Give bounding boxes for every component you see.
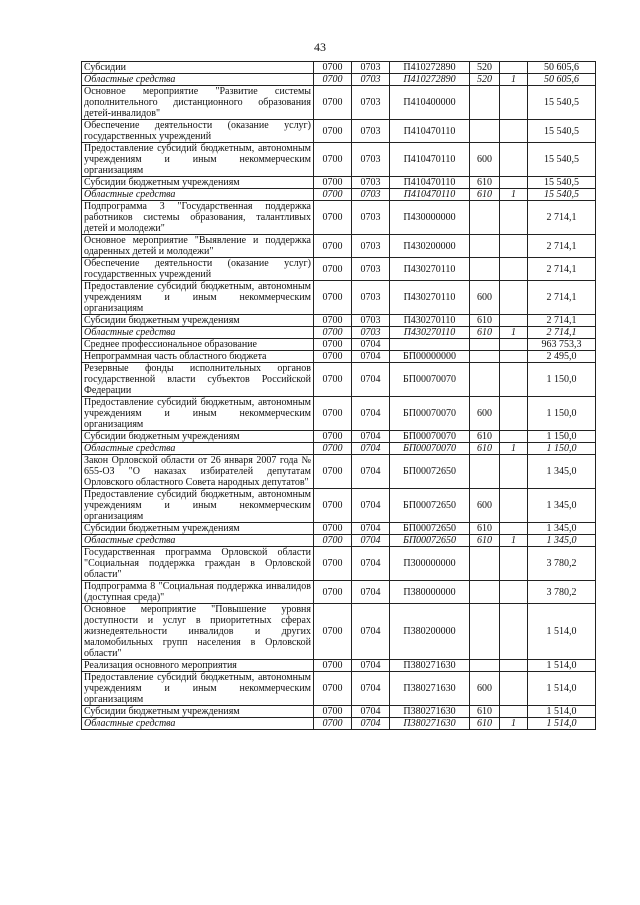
target-article-code-cell: П430270110 [390, 281, 470, 315]
amount-cell: 15 540,5 [528, 189, 596, 201]
expense-type-code-cell [470, 235, 500, 258]
target-article-code-cell: П410400000 [390, 86, 470, 120]
amount-cell: 1 514,0 [528, 604, 596, 660]
section-code-cell: 0700 [314, 363, 352, 397]
table-row [82, 363, 596, 397]
funding-group-code-cell [500, 351, 528, 363]
target-article-code-cell: П380200000 [390, 604, 470, 660]
amount-cell: 3 780,2 [528, 581, 596, 604]
amount-cell: 2 714,1 [528, 315, 596, 327]
amount-cell: 1 150,0 [528, 363, 596, 397]
expense-type-code-cell [470, 581, 500, 604]
amount-cell: 1 514,0 [528, 660, 596, 672]
section-code-cell: 0700 [314, 443, 352, 455]
row-name-cell: Государственная программа Орловской области "Социальная поддержка граждан в Орловской области" [82, 547, 314, 581]
section-code-cell: 0700 [314, 189, 352, 201]
row-name-cell: Предоставление субсидий бюджетным, автономным учреждениям и иным некоммерческим организациям [82, 397, 314, 431]
row-name-cell: Обеспечение деятельности (оказание услуг) государственных учреждений [82, 120, 314, 143]
amount-cell: 50 605,6 [528, 62, 596, 74]
expense-type-code-cell: 610 [470, 706, 500, 718]
target-article-code-cell: БП00072650 [390, 489, 470, 523]
funding-group-code-cell: 1 [500, 718, 528, 730]
table-row [82, 327, 596, 339]
row-name-cell: Подпрограмма 3 "Государственная поддержка работников системы образования, талантливых детей и молодежи" [82, 201, 314, 235]
amount-cell: 1 150,0 [528, 443, 596, 455]
target-article-code-cell: БП00072650 [390, 455, 470, 489]
funding-group-code-cell [500, 489, 528, 523]
subsection-code-cell: 0703 [352, 327, 390, 339]
target-article-code-cell: П410470110 [390, 189, 470, 201]
funding-group-code-cell: 1 [500, 443, 528, 455]
section-code-cell: 0700 [314, 523, 352, 535]
subsection-code-cell: 0704 [352, 443, 390, 455]
section-code-cell: 0700 [314, 120, 352, 143]
subsection-code-cell: 0703 [352, 177, 390, 189]
funding-group-code-cell [500, 672, 528, 706]
section-code-cell: 0700 [314, 672, 352, 706]
expense-type-code-cell: 610 [470, 315, 500, 327]
section-code-cell: 0700 [314, 351, 352, 363]
funding-group-code-cell [500, 235, 528, 258]
target-article-code-cell: П430200000 [390, 235, 470, 258]
expense-type-code-cell [470, 339, 500, 351]
table-row [82, 351, 596, 363]
funding-group-code-cell: 1 [500, 535, 528, 547]
target-article-code-cell: БП00070070 [390, 397, 470, 431]
funding-group-code-cell [500, 143, 528, 177]
amount-cell: 2 714,1 [528, 327, 596, 339]
target-article-code-cell: П430270110 [390, 315, 470, 327]
expense-type-code-cell [470, 258, 500, 281]
amount-cell: 3 780,2 [528, 547, 596, 581]
table-row [82, 235, 596, 258]
row-name-cell: Областные средства [82, 535, 314, 547]
subsection-code-cell: 0703 [352, 258, 390, 281]
amount-cell: 1 150,0 [528, 431, 596, 443]
table-row [82, 535, 596, 547]
table-row [82, 718, 596, 730]
subsection-code-cell: 0704 [352, 660, 390, 672]
target-article-code-cell: БП00070070 [390, 443, 470, 455]
funding-group-code-cell [500, 604, 528, 660]
amount-cell: 2 495,0 [528, 351, 596, 363]
target-article-code-cell: П410272890 [390, 62, 470, 74]
table-row [82, 120, 596, 143]
section-code-cell: 0700 [314, 489, 352, 523]
expense-type-code-cell [470, 201, 500, 235]
funding-group-code-cell [500, 706, 528, 718]
section-code-cell: 0700 [314, 327, 352, 339]
row-name-cell: Основное мероприятие "Выявление и поддержка одаренных детей и молодежи" [82, 235, 314, 258]
expense-type-code-cell: 520 [470, 62, 500, 74]
page-number: 43 [314, 40, 326, 54]
section-code-cell: 0700 [314, 706, 352, 718]
section-code-cell: 0700 [314, 281, 352, 315]
funding-group-code-cell [500, 547, 528, 581]
table-row [82, 258, 596, 281]
amount-cell: 15 540,5 [528, 177, 596, 189]
expense-type-code-cell: 600 [470, 281, 500, 315]
subsection-code-cell: 0703 [352, 74, 390, 86]
expense-type-code-cell [470, 351, 500, 363]
target-article-code-cell: БП00072650 [390, 535, 470, 547]
table-row [82, 86, 596, 120]
funding-group-code-cell [500, 120, 528, 143]
funding-group-code-cell [500, 431, 528, 443]
subsection-code-cell: 0704 [352, 489, 390, 523]
funding-group-code-cell [500, 397, 528, 431]
expense-type-code-cell: 520 [470, 74, 500, 86]
section-code-cell: 0700 [314, 258, 352, 281]
section-code-cell: 0700 [314, 86, 352, 120]
table-row [82, 706, 596, 718]
table-row [82, 62, 596, 74]
table-row [82, 547, 596, 581]
table-row [82, 523, 596, 535]
section-code-cell: 0700 [314, 339, 352, 351]
subsection-code-cell: 0703 [352, 235, 390, 258]
row-name-cell: Среднее профессиональное образование [82, 339, 314, 351]
table-row [82, 455, 596, 489]
table-row [82, 672, 596, 706]
section-code-cell: 0700 [314, 62, 352, 74]
amount-cell: 1 514,0 [528, 672, 596, 706]
subsection-code-cell: 0703 [352, 62, 390, 74]
table-row [82, 177, 596, 189]
table-row [82, 489, 596, 523]
subsection-code-cell: 0704 [352, 706, 390, 718]
table-row [82, 339, 596, 351]
target-article-code-cell: П380271630 [390, 718, 470, 730]
row-name-cell: Областные средства [82, 443, 314, 455]
amount-cell: 15 540,5 [528, 143, 596, 177]
row-name-cell: Предоставление субсидий бюджетным, автономным учреждениям и иным некоммерческим организациям [82, 143, 314, 177]
row-name-cell: Областные средства [82, 189, 314, 201]
table-body [82, 62, 596, 730]
subsection-code-cell: 0704 [352, 535, 390, 547]
target-article-code-cell [390, 339, 470, 351]
section-code-cell: 0700 [314, 660, 352, 672]
subsection-code-cell: 0703 [352, 143, 390, 177]
expense-type-code-cell [470, 86, 500, 120]
table-row [82, 281, 596, 315]
target-article-code-cell: БП00070070 [390, 431, 470, 443]
target-article-code-cell: П380000000 [390, 581, 470, 604]
subsection-code-cell: 0704 [352, 351, 390, 363]
funding-group-code-cell [500, 62, 528, 74]
target-article-code-cell: П380271630 [390, 672, 470, 706]
section-code-cell: 0700 [314, 74, 352, 86]
funding-group-code-cell: 1 [500, 189, 528, 201]
subsection-code-cell: 0704 [352, 547, 390, 581]
section-code-cell: 0700 [314, 581, 352, 604]
target-article-code-cell: П430270110 [390, 258, 470, 281]
amount-cell: 963 753,3 [528, 339, 596, 351]
funding-group-code-cell [500, 363, 528, 397]
target-article-code-cell: П410470110 [390, 120, 470, 143]
expense-type-code-cell: 610 [470, 327, 500, 339]
expense-type-code-cell: 610 [470, 443, 500, 455]
funding-group-code-cell [500, 86, 528, 120]
amount-cell: 1 345,0 [528, 455, 596, 489]
expense-type-code-cell [470, 660, 500, 672]
expense-type-code-cell: 600 [470, 489, 500, 523]
row-name-cell: Субсидии [82, 62, 314, 74]
amount-cell: 15 540,5 [528, 120, 596, 143]
subsection-code-cell: 0704 [352, 363, 390, 397]
table-row [82, 74, 596, 86]
table-row [82, 201, 596, 235]
section-code-cell: 0700 [314, 431, 352, 443]
target-article-code-cell: БП00000000 [390, 351, 470, 363]
section-code-cell: 0700 [314, 604, 352, 660]
amount-cell: 1 514,0 [528, 706, 596, 718]
expense-type-code-cell: 610 [470, 177, 500, 189]
funding-group-code-cell [500, 258, 528, 281]
amount-cell: 1 345,0 [528, 523, 596, 535]
subsection-code-cell: 0704 [352, 604, 390, 660]
target-article-code-cell: БП00070070 [390, 363, 470, 397]
amount-cell: 1 514,0 [528, 718, 596, 730]
amount-cell: 15 540,5 [528, 86, 596, 120]
target-article-code-cell: П380271630 [390, 660, 470, 672]
row-name-cell: Предоставление субсидий бюджетным, автономным учреждениям и иным некоммерческим организациям [82, 672, 314, 706]
subsection-code-cell: 0703 [352, 120, 390, 143]
row-name-cell: Областные средства [82, 718, 314, 730]
row-name-cell: Областные средства [82, 74, 314, 86]
funding-group-code-cell [500, 177, 528, 189]
subsection-code-cell: 0703 [352, 189, 390, 201]
section-code-cell: 0700 [314, 177, 352, 189]
row-name-cell: Основное мероприятие "Повышение уровня доступности и услуг в приоритетных сферах жизнедеятельности инвалидов и других маломобильных групп населения в Орловской области" [82, 604, 314, 660]
funding-group-code-cell [500, 581, 528, 604]
section-code-cell: 0700 [314, 455, 352, 489]
section-code-cell: 0700 [314, 718, 352, 730]
subsection-code-cell: 0703 [352, 281, 390, 315]
subsection-code-cell: 0704 [352, 397, 390, 431]
subsection-code-cell: 0704 [352, 455, 390, 489]
subsection-code-cell: 0703 [352, 315, 390, 327]
expense-type-code-cell [470, 120, 500, 143]
subsection-code-cell: 0703 [352, 201, 390, 235]
subsection-code-cell: 0704 [352, 339, 390, 351]
subsection-code-cell: 0704 [352, 718, 390, 730]
funding-group-code-cell [500, 281, 528, 315]
row-name-cell: Субсидии бюджетным учреждениям [82, 706, 314, 718]
target-article-code-cell: П410470110 [390, 143, 470, 177]
subsection-code-cell: 0704 [352, 523, 390, 535]
row-name-cell: Закон Орловской области от 26 января 2007 года № 655-ОЗ "О наказах избирателей депутатам Орловского областного Совета народных депутатов" [82, 455, 314, 489]
target-article-code-cell: П300000000 [390, 547, 470, 581]
row-name-cell: Основное мероприятие "Развитие системы дополнительного дистанционного образования детей-инвалидов" [82, 86, 314, 120]
budget-table [81, 61, 596, 730]
expense-type-code-cell [470, 455, 500, 489]
subsection-code-cell: 0704 [352, 431, 390, 443]
table-row [82, 315, 596, 327]
table-row [82, 431, 596, 443]
expense-type-code-cell [470, 547, 500, 581]
row-name-cell: Резервные фонды исполнительных органов государственной власти субъектов Российской Федерации [82, 363, 314, 397]
row-name-cell: Предоставление субсидий бюджетным, автономным учреждениям и иным некоммерческим организациям [82, 281, 314, 315]
table-row [82, 660, 596, 672]
funding-group-code-cell [500, 339, 528, 351]
row-name-cell: Непрограммная часть областного бюджета [82, 351, 314, 363]
expense-type-code-cell: 610 [470, 189, 500, 201]
section-code-cell: 0700 [314, 143, 352, 177]
row-name-cell: Субсидии бюджетным учреждениям [82, 523, 314, 535]
table-row [82, 397, 596, 431]
expense-type-code-cell: 600 [470, 143, 500, 177]
funding-group-code-cell [500, 523, 528, 535]
expense-type-code-cell: 610 [470, 718, 500, 730]
row-name-cell: Обеспечение деятельности (оказание услуг) государственных учреждений [82, 258, 314, 281]
section-code-cell: 0700 [314, 397, 352, 431]
table-row [82, 443, 596, 455]
amount-cell: 2 714,1 [528, 201, 596, 235]
expense-type-code-cell [470, 363, 500, 397]
table-row [82, 143, 596, 177]
table-row [82, 189, 596, 201]
funding-group-code-cell [500, 315, 528, 327]
table-row [82, 604, 596, 660]
target-article-code-cell: П410470110 [390, 177, 470, 189]
section-code-cell: 0700 [314, 235, 352, 258]
funding-group-code-cell: 1 [500, 327, 528, 339]
amount-cell: 50 605,6 [528, 74, 596, 86]
amount-cell: 1 345,0 [528, 535, 596, 547]
target-article-code-cell: БП00072650 [390, 523, 470, 535]
row-name-cell: Реализация основного мероприятия [82, 660, 314, 672]
section-code-cell: 0700 [314, 535, 352, 547]
subsection-code-cell: 0704 [352, 672, 390, 706]
section-code-cell: 0700 [314, 315, 352, 327]
row-name-cell: Предоставление субсидий бюджетным, автономным учреждениям и иным некоммерческим организациям [82, 489, 314, 523]
amount-cell: 2 714,1 [528, 235, 596, 258]
table-row [82, 581, 596, 604]
row-name-cell: Областные средства [82, 327, 314, 339]
section-code-cell: 0700 [314, 547, 352, 581]
amount-cell: 1 150,0 [528, 397, 596, 431]
subsection-code-cell: 0704 [352, 581, 390, 604]
target-article-code-cell: П430270110 [390, 327, 470, 339]
expense-type-code-cell: 610 [470, 523, 500, 535]
expense-type-code-cell: 600 [470, 672, 500, 706]
target-article-code-cell: П410272890 [390, 74, 470, 86]
row-name-cell: Субсидии бюджетным учреждениям [82, 315, 314, 327]
expense-type-code-cell: 600 [470, 397, 500, 431]
amount-cell: 2 714,1 [528, 281, 596, 315]
amount-cell: 2 714,1 [528, 258, 596, 281]
funding-group-code-cell [500, 660, 528, 672]
funding-group-code-cell [500, 455, 528, 489]
expense-type-code-cell: 610 [470, 431, 500, 443]
amount-cell: 1 345,0 [528, 489, 596, 523]
row-name-cell: Субсидии бюджетным учреждениям [82, 431, 314, 443]
section-code-cell: 0700 [314, 201, 352, 235]
funding-group-code-cell [500, 201, 528, 235]
row-name-cell: Подпрограмма 8 "Социальная поддержка инвалидов (доступная среда)" [82, 581, 314, 604]
funding-group-code-cell: 1 [500, 74, 528, 86]
expense-type-code-cell [470, 604, 500, 660]
expense-type-code-cell: 610 [470, 535, 500, 547]
target-article-code-cell: П430000000 [390, 201, 470, 235]
row-name-cell: Субсидии бюджетным учреждениям [82, 177, 314, 189]
subsection-code-cell: 0703 [352, 86, 390, 120]
target-article-code-cell: П380271630 [390, 706, 470, 718]
